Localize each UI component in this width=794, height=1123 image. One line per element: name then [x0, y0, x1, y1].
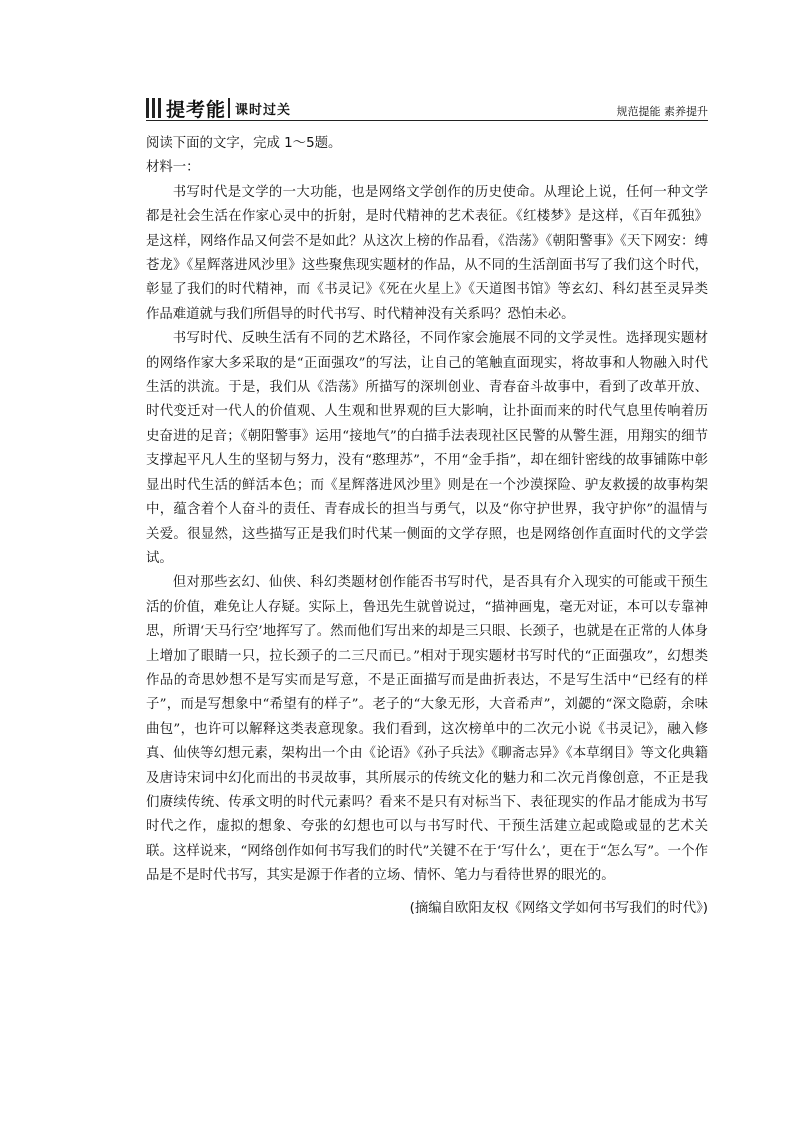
paragraph-2: 书写时代、反映生活有不同的艺术路径，不同作家会施展不同的文学灵性。选择现实题材的网络作家大多采取的是“正面强攻”的写法，让自己的笔触直面现实，将故事和人物融入时代生活的洪流。于是，我们从《浩荡》所描写的深圳创业、青春奋斗故事中，看到了改革开放、时代变迁对一代人的价值观、人生观和世界观的巨大影响，让扑面而来的时代气息里传响着历史奋进的足音；《朝阳警事》运用“接地气”的白描手法表现社区民警的从警生涯，用翔实的细节支撑起平凡人生的坚韧与努力，没有“憨理苏”，不用“金手指”，却在细针密线的故事铺陈中彰显出时代生活的鲜活本色；而《星辉落进风沙里》则是在一个沙漠探险、驴友救援的故事构架中，蕴含着个人奋斗的责任、青春成长的担当与勇气，以及“你守护世界，我守护你”的温情与关爱。很显然，这些描写正是我们时代某一侧面的文学存照，也是网络创作直面时代的文学尝试。 [146, 331, 708, 566]
section-header [146, 97, 708, 121]
header-separator [228, 98, 230, 118]
material-label: 材料一： [146, 160, 200, 176]
header-rule [146, 120, 708, 121]
header-title: 提考能 [166, 99, 227, 121]
paragraph-1: 书写时代是文学的一大功能，也是网络文学创作的历史使命。从理论上说，任何一种文学都是社会生活在作家心灵中的折射，是时代精神的艺术表征。《红楼梦》是这样，《百年孤独》是这样，网络作品又何尝不是如此？从这次上榜的作品看，《浩荡》《朝阳警事》《天下网安：缚苍龙》《星辉落进风沙里》这些聚焦现实题材的作品，从不同的生活剖面书写了我们这个时代，彰显了我们的时代精神，而《书灵记》《死在火星上》《天道图书馆》等玄幻、科幻甚至灵异类作品难道就与我们所倡导的时代书写、时代精神没有关系吗？恐怕未必。 [146, 184, 708, 322]
header-tagline: 规范提能 素养提升 [616, 105, 708, 118]
paragraph-3: 但对那些玄幻、仙侠、科幻类题材创作能否书写时代，是否具有介入现实的可能或干预生活的价值，难免让人存疑。实际上，鲁迅先生就曾说过，“描神画鬼，毫无对证，本可以专靠神思，所谓‘天马行空’地挥写了。然而他们写出来的却是三只眼、长颈子，也就是在正常的人体身上增加了眼睛一只，拉长颈子的二三尺而已。”相对于现实题材书写时代的“正面强攻”，幻想类作品的奇思妙想不是写实而是写意，不是正面描写而是曲折表达，不是写生活中“已经有的样子”，而是写想象中“希望有的样子”。老子的“大象无形，大音希声”，刘勰的“深文隐蔚，余味曲包”，也许可以解释这类表意现象。我们看到，这次榜单中的二次元小说《书灵记》，融入修真、仙侠等幻想元素，架构出一个由《论语》《孙子兵法》《聊斋志异》《本草纲目》等文化典籍及唐诗宋词中幻化而出的书灵故事，其所展示的传统文化的魅力和二次元肖像创意，不正是我们赓续传统、传承文明的时代元素吗？看来不是只有对标当下、表征现实的作品才能成为书写时代之作，虚拟的想象、夸张的幻想也可以与书写时代、干预生活建立起或隐或显的艺术关联。这样说来，“网络创作如何书写我们的时代”关键不在于‘写什么’，更在于“怎么写”。一个作品是不是时代书写，其实是源于作者的立场、情怀、笔力与看待世界的眼光的。 [146, 575, 708, 884]
header-subtitle: 课时过关 [235, 103, 292, 118]
source-citation: (摘编自欧阳友权《网络文学如何书写我们的时代》) [409, 900, 708, 916]
header-bars-icon [146, 98, 162, 118]
reading-passage [146, 132, 708, 921]
instruction: 阅读下面的文字，完成 1～5题。 [146, 136, 342, 151]
